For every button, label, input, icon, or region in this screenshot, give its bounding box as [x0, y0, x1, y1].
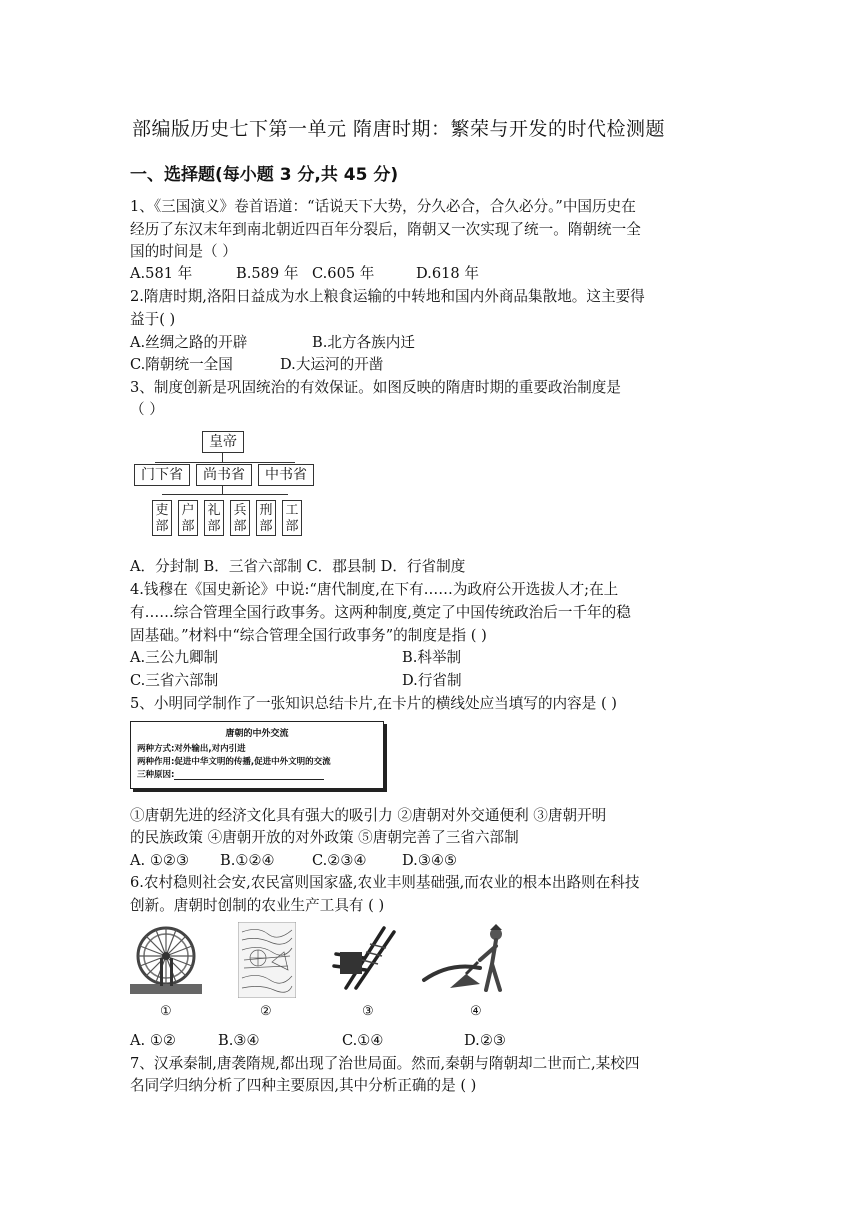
tool-label-2: ②: [260, 1004, 272, 1019]
q3-line-1: 3、制度创新是巩固统治的有效保证。如图反映的隋唐时期的重要政治制度是: [130, 379, 621, 396]
q6-line-2: 创新。唐朝时创制的农业生产工具有 ( ): [130, 897, 385, 914]
q4-option-a: A.三公九卿制: [130, 649, 219, 666]
q4-option-b: B.科举制: [402, 649, 462, 666]
q2-option-c: C.隋朝统一全国: [130, 356, 233, 373]
q1-line-3: 国的时间是（ ）: [130, 243, 237, 260]
q5-option-d: D.③④⑤: [402, 852, 458, 869]
q4-option-d: D.行省制: [402, 672, 462, 689]
q5-statement-2: 的民族政策 ④唐朝开放的对外政策 ⑤唐朝完善了三省六部制: [130, 829, 519, 846]
q5-option-a: A. ①②③: [130, 852, 190, 869]
q1-line-1: 1、《三国演义》卷首语道：“话说天下大势，分久必合，合久必分。”中国历史在: [130, 198, 636, 215]
card-line-3-label: 三种原因:: [137, 770, 175, 780]
org-bottom-gong: 工部: [282, 500, 302, 536]
q4-line-1: 4.钱穆在《国史新论》中说:“唐代制度,在下有……为政府公开选拔人才;在上: [130, 581, 619, 598]
card-line-2: 两种作用:促进中华文明的传播,促进中外文明的交流: [137, 757, 331, 767]
tool-label-1: ①: [160, 1004, 172, 1019]
card-line-3: [137, 768, 324, 780]
tool-label-3: ③: [362, 1004, 374, 1019]
q4-line-3: 固基础。”材料中“综合管理全国行政事务”的制度是指 ( ): [130, 627, 487, 644]
q1-option-c: C.605 年: [312, 265, 375, 282]
q6-option-d: D.②③: [464, 1032, 506, 1049]
org-mid-shangshu: 尚书省: [196, 464, 252, 486]
q3-options: A．分封制 B．三省六部制 C．郡县制 D．行省制度: [130, 558, 466, 575]
q2-option-d: D.大运河的开凿: [280, 356, 384, 373]
q2-option-a: A.丝绸之路的开辟: [130, 334, 248, 351]
q4-line-2: 有……综合管理全国行政事务。这两种制度,奠定了中国传统政治后一千年的稳: [130, 604, 631, 621]
org-bottom-hu: 户部: [178, 500, 198, 536]
q3-line-2: （ ）: [130, 401, 164, 418]
q1-option-a: A.581 年: [130, 265, 193, 282]
farming-scene-image: [238, 922, 296, 998]
org-chart: [130, 428, 320, 548]
q6-line-1: 6.农村稳则社会安,农民富则国家盛,农业丰则基础强,而农业的根本出路则在科技: [130, 874, 640, 891]
q5-line-1: 5、小明同学制作了一张知识总结卡片,在卡片的横线处应当填写的内容是 ( ): [130, 695, 617, 712]
card-title: 唐朝的中外交流: [225, 729, 289, 739]
q5-option-c: C.②③④: [312, 852, 367, 869]
connector: [162, 494, 288, 495]
connector: [222, 486, 223, 494]
q6-option-c: C.①④: [342, 1032, 384, 1049]
q6-option-b: B.③④: [218, 1032, 260, 1049]
card-line-1: 两种方式:对外输出,对内引进: [137, 744, 246, 754]
q5-statement-1: ①唐朝先进的经济文化具有强大的吸引力 ②唐朝对外交通便利 ③唐朝开明: [130, 807, 607, 824]
q2-line-2: 益于( ): [130, 311, 176, 328]
card-blank-line: [174, 771, 324, 780]
section-heading: 一、选择题(每小题 3 分,共 45 分): [130, 165, 399, 185]
q7-line-1: 7、汉承秦制,唐袭隋规,都出现了治世局面。然而,秦朝与隋朝却二世而亡,某校四: [130, 1055, 640, 1072]
plough-frame-image: [326, 922, 402, 998]
q4-option-c: C.三省六部制: [130, 672, 219, 689]
knowledge-card: [130, 721, 384, 789]
q1-line-2: 经历了东汉末年到南北朝近四百年分裂后，隋朝又一次实现了统一。隋朝统一全: [130, 221, 641, 238]
tool-label-4: ④: [470, 1004, 482, 1019]
q7-line-2: 名同学归纳分析了四种主要原因,其中分析正确的是 ( ): [130, 1077, 477, 1094]
waterwheel-image: [130, 922, 202, 998]
q2-line-1: 2.隋唐时期,洛阳日益成为水上粮食运输的中转地和国内外商品集散地。这主要得: [130, 288, 645, 305]
q1-option-d: D.618 年: [416, 265, 479, 282]
q1-option-b: B.589 年: [236, 265, 299, 282]
q6-option-a: A. ①②: [130, 1032, 176, 1049]
org-bottom-bing: 兵部: [230, 500, 250, 536]
org-top-emperor: 皇帝: [202, 431, 244, 453]
connector: [222, 452, 223, 462]
org-bottom-liyi: 礼部: [204, 500, 224, 536]
org-mid-menxia: 门下省: [134, 464, 190, 486]
curved-plough-image: [420, 922, 520, 998]
q5-option-b: B.①②④: [220, 852, 275, 869]
org-bottom-xing: 刑部: [256, 500, 276, 536]
org-mid-zhongshu: 中书省: [258, 464, 314, 486]
exam-title: 部编版历史七下第一单元 隋唐时期：繁荣与开发的时代检测题: [132, 118, 666, 140]
org-bottom-li: 吏部: [152, 500, 172, 536]
q2-option-b: B.北方各族内迁: [312, 334, 415, 351]
